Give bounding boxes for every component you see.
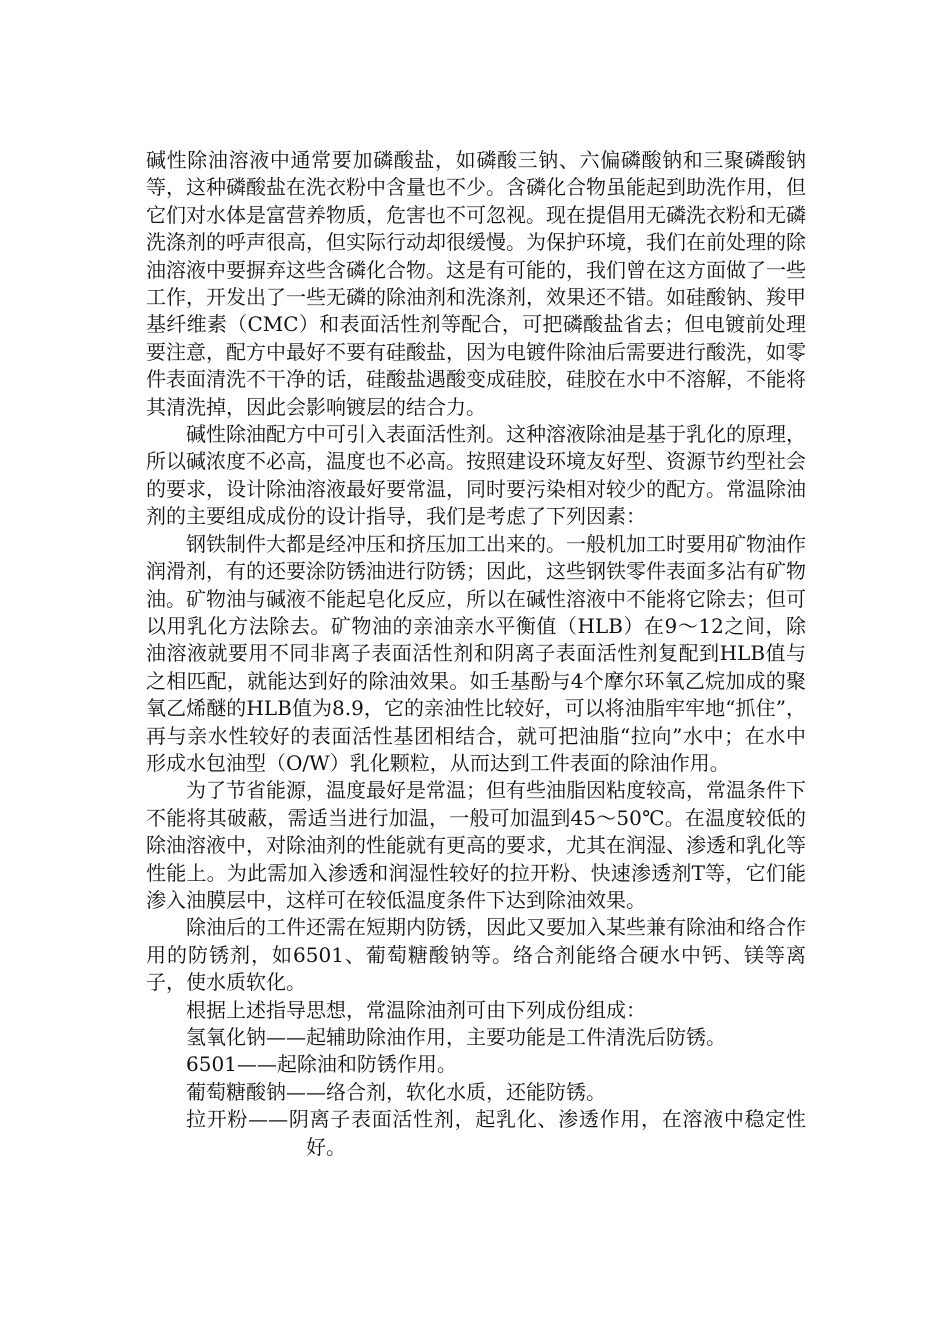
component-list	[146, 1024, 806, 1161]
document-body	[146, 147, 806, 1161]
list-intro: 根据上述指导思想，常温除油剂可由下列成份组成：	[186, 997, 646, 1022]
list-item: 氢氧化钠——起辅助除油作用，主要功能是工件清洗后防锈。	[186, 1025, 726, 1049]
list-item: 葡萄糖酸钠——络合剂，软化水质，还能防锈。	[186, 1079, 606, 1104]
list-item: 拉开粉——阴离子表面活性剂，起乳化、渗透作用，在溶液中稳定性好。	[186, 1107, 806, 1159]
paragraph-rust-prevention: 除油后的工件还需在短期内防锈，因此又要加入某些兼有除油和络合作用的防锈剂，如6501、葡萄糖酸钠等。络合剂能络合硬水中钙、镁等离子，使水质软化。	[146, 915, 806, 995]
paragraph-surfactant: 碱性除油配方中可引入表面活性剂。这种溶液除油是基于乳化的原理，所以碱浓度不必高，温度也不必高。按照建设环境友好型、资源节约型社会的要求，设计除油溶液最好要常温，同时要污染相对较少的配方。常温除油剂的主要组成成份的设计指导，我们是考虑了下列因素：	[146, 422, 806, 529]
list-item: 6501——起除油和防锈作用。	[186, 1052, 457, 1077]
paragraph-temperature: 为了节省能源，温度最好是常温；但有些油脂因粘度较高，常温条件下不能将其破蔽，需适当进行加温，一般可加温到45～50℃。在温度较低的除油溶液中，对除油剂的性能就有更高的要求，尤其在润湿、渗透和乳化等性能上。为此需加入渗透和润湿性较好的拉开粉、快速渗透剂T等，它们能渗入油膜层中，这样可在较低温度条件下达到除油效果。	[146, 778, 806, 912]
paragraph-phosphate: 碱性除油溶液中通常要加磷酸盐，如磷酸三钠、六偏磷酸钠和三聚磷酸钠等，这种磷酸盐在洗衣粉中含量也不少。含磷化合物虽能起到助洗作用，但它们对水体是富营养物质，危害也不可忽视。现在提倡用无磷洗衣粉和无磷洗涤剂的呼声很高，但实际行动却很缓慢。为保护环境，我们在前处理的除油溶液中要摒弃这些含磷化合物。这是有可能的，我们曾在这方面做了一些工作，开发出了一些无磷的除油剂和洗涤剂，效果还不错。如硅酸钠、羧甲基纤维素（CMC）和表面活性剂等配合，可把磷酸盐省去；但电镀前处理要注意，配方中最好不要有硅酸盐，因为电镀件除油后需要进行酸洗，如零件表面清洗不干净的话，硅酸盐遇酸变成硅胶，硅胶在水中不溶解，不能将其清洗掉，因此会影响镀层的结合力。	[146, 148, 806, 419]
paragraph-mineral-oil: 钢铁制件大都是经冲压和挤压加工出来的。一般机加工时要用矿物油作润滑剂，有的还要涂防锈油进行防锈；因此，这些钢铁零件表面多沾有矿物油。矿物油与碱液不能起皂化反应，所以在碱性溶液中不能将它除去；但可以用乳化方法除去。矿物油的亲油亲水平衡值（HLB）在9～12之间，除油溶液就要用不同非离子表面活性剂和阴离子表面活性剂复配到HLB值与之相匹配，就能达到好的除油效果。如壬基酚与4个摩尔环氧乙烷加成的聚氧乙烯醚的HLB值为8.9，它的亲油性比较好，可以将油脂牢牢地“抓住”，再与亲水性较好的表面活性基团相结合，就可把油脂“拉向”水中；在水中形成水包油型（O/W）乳化颗粒，从而达到工件表面的除油作用。	[146, 531, 806, 775]
